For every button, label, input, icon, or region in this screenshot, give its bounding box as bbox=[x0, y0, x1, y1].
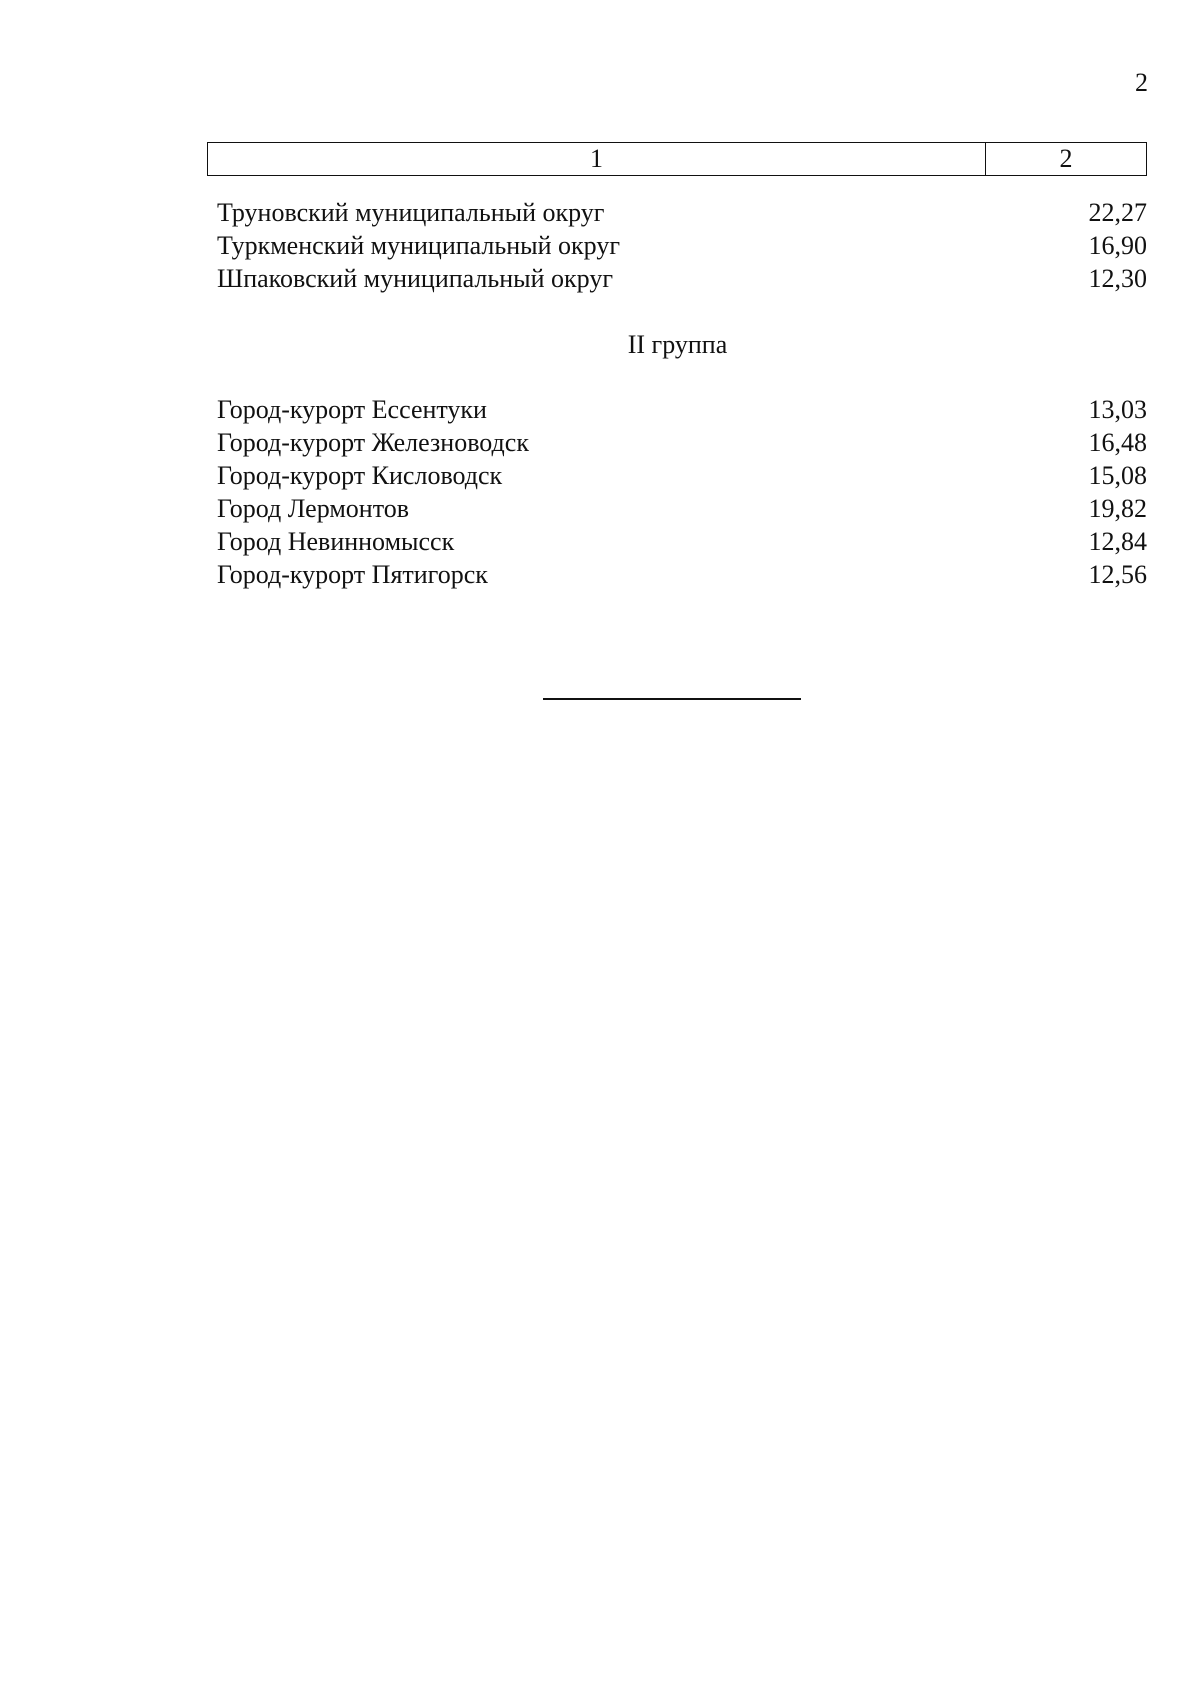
group-2-title: II группа bbox=[627, 330, 728, 359]
table-row bbox=[217, 426, 1147, 459]
table-row bbox=[217, 558, 1147, 591]
table-header bbox=[207, 142, 1147, 176]
row-name: Туркменский муниципальный округ bbox=[217, 231, 620, 260]
table-row bbox=[217, 492, 1147, 525]
row-name: Город-курорт Железноводск bbox=[217, 428, 529, 457]
row-value: 22,27 bbox=[1088, 198, 1147, 227]
group-1-list bbox=[217, 196, 1147, 295]
row-value: 19,82 bbox=[1088, 494, 1147, 523]
table-row bbox=[217, 393, 1147, 426]
row-name: Труновский муниципальный округ bbox=[217, 198, 605, 227]
table-row bbox=[217, 459, 1147, 492]
table-header-col-2: 2 bbox=[1059, 144, 1073, 173]
row-value: 15,08 bbox=[1088, 461, 1147, 490]
row-value: 16,90 bbox=[1088, 231, 1147, 260]
table-row bbox=[217, 262, 1147, 295]
row-value: 12,30 bbox=[1088, 264, 1147, 293]
row-value: 12,84 bbox=[1088, 527, 1147, 556]
row-name: Шпаковский муниципальный округ bbox=[217, 264, 613, 293]
row-name: Город-курорт Ессентуки bbox=[217, 395, 487, 424]
row-name: Город-курорт Кисловодск bbox=[217, 461, 503, 490]
row-name: Город Невинномысск bbox=[217, 527, 455, 556]
row-value: 13,03 bbox=[1088, 395, 1147, 424]
table-row bbox=[217, 196, 1147, 229]
row-value: 12,56 bbox=[1088, 560, 1147, 589]
table-header-col-1: 1 bbox=[208, 143, 986, 175]
row-name: Город Лермонтов bbox=[217, 494, 409, 523]
end-divider bbox=[543, 698, 801, 700]
table-row bbox=[217, 525, 1147, 558]
row-name: Город-курорт Пятигорск bbox=[217, 560, 488, 589]
page-number: 2 bbox=[1135, 68, 1148, 97]
table-row bbox=[217, 229, 1147, 262]
row-value: 16,48 bbox=[1088, 428, 1147, 457]
group-2-list bbox=[217, 393, 1147, 591]
